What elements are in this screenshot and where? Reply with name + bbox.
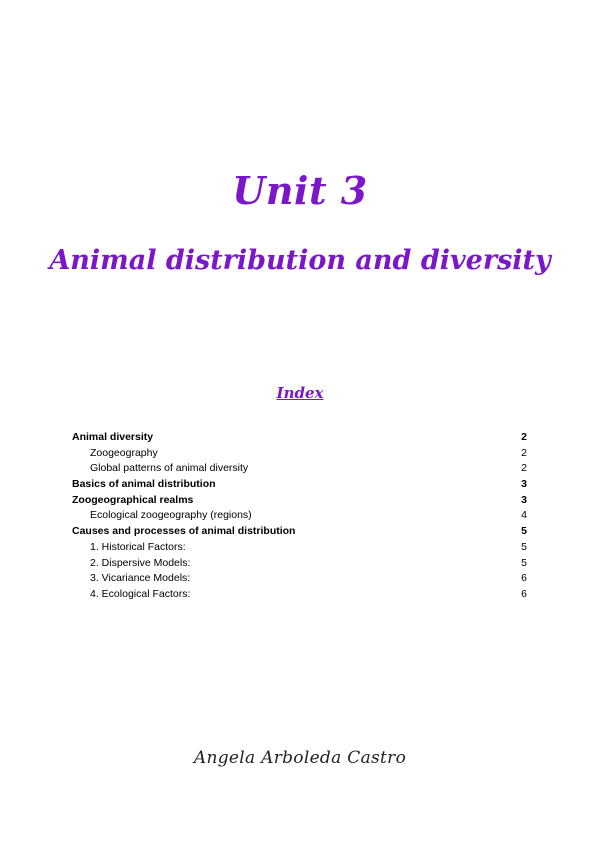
toc-entry[interactable] (72, 430, 527, 446)
toc-entry[interactable] (72, 493, 527, 509)
toc-entry[interactable] (72, 461, 527, 477)
toc-entry-page: 3 (521, 478, 527, 491)
toc-entry-page: 4 (521, 509, 527, 522)
index-heading: Index (276, 384, 324, 402)
toc-entry[interactable] (72, 477, 527, 493)
toc-entry-page: 2 (521, 446, 527, 459)
toc-entry-label: Zoogeographical realms (72, 493, 194, 506)
toc-entry[interactable] (72, 446, 527, 462)
toc-entry-page: 5 (521, 556, 527, 569)
table-of-contents (72, 430, 527, 603)
toc-entry[interactable] (72, 524, 527, 540)
toc-entry[interactable] (72, 571, 527, 587)
toc-entry-label: Global patterns of animal diversity (90, 462, 249, 475)
toc-entry-page: 3 (521, 493, 527, 506)
toc-entry-page: 5 (521, 525, 527, 538)
toc-entry-page: 6 (521, 587, 527, 600)
toc-entry[interactable] (72, 508, 527, 524)
toc-entry-page: 6 (521, 572, 527, 585)
unit-subtitle: Animal distribution and diversity (49, 245, 551, 276)
unit-title: Unit 3 (232, 168, 368, 213)
toc-entry-page: 5 (521, 540, 527, 553)
toc-entry-label: 4. Ecological Factors: (90, 587, 191, 600)
toc-entry-label: Basics of animal distribution (72, 478, 216, 491)
toc-entry[interactable] (72, 587, 527, 603)
toc-entry-label: 1. Historical Factors: (90, 540, 186, 553)
toc-entry-label: 3. Vicariance Models: (90, 572, 191, 585)
toc-entry-page: 2 (521, 431, 527, 443)
author-signature: Angela Arboleda Castro (193, 748, 407, 768)
toc-entry-label: 2. Dispersive Models: (90, 556, 191, 569)
toc-entry-label: Causes and processes of animal distribution (72, 525, 296, 538)
toc-entry-page: 2 (521, 462, 527, 475)
toc-entry[interactable] (72, 540, 527, 556)
toc-entry[interactable] (72, 556, 527, 572)
toc-entry-label: Ecological zoogeography (regions) (90, 509, 252, 522)
toc-entry-label: Zoogeography (90, 446, 158, 459)
toc-entry-label: Animal diversity (72, 431, 154, 443)
